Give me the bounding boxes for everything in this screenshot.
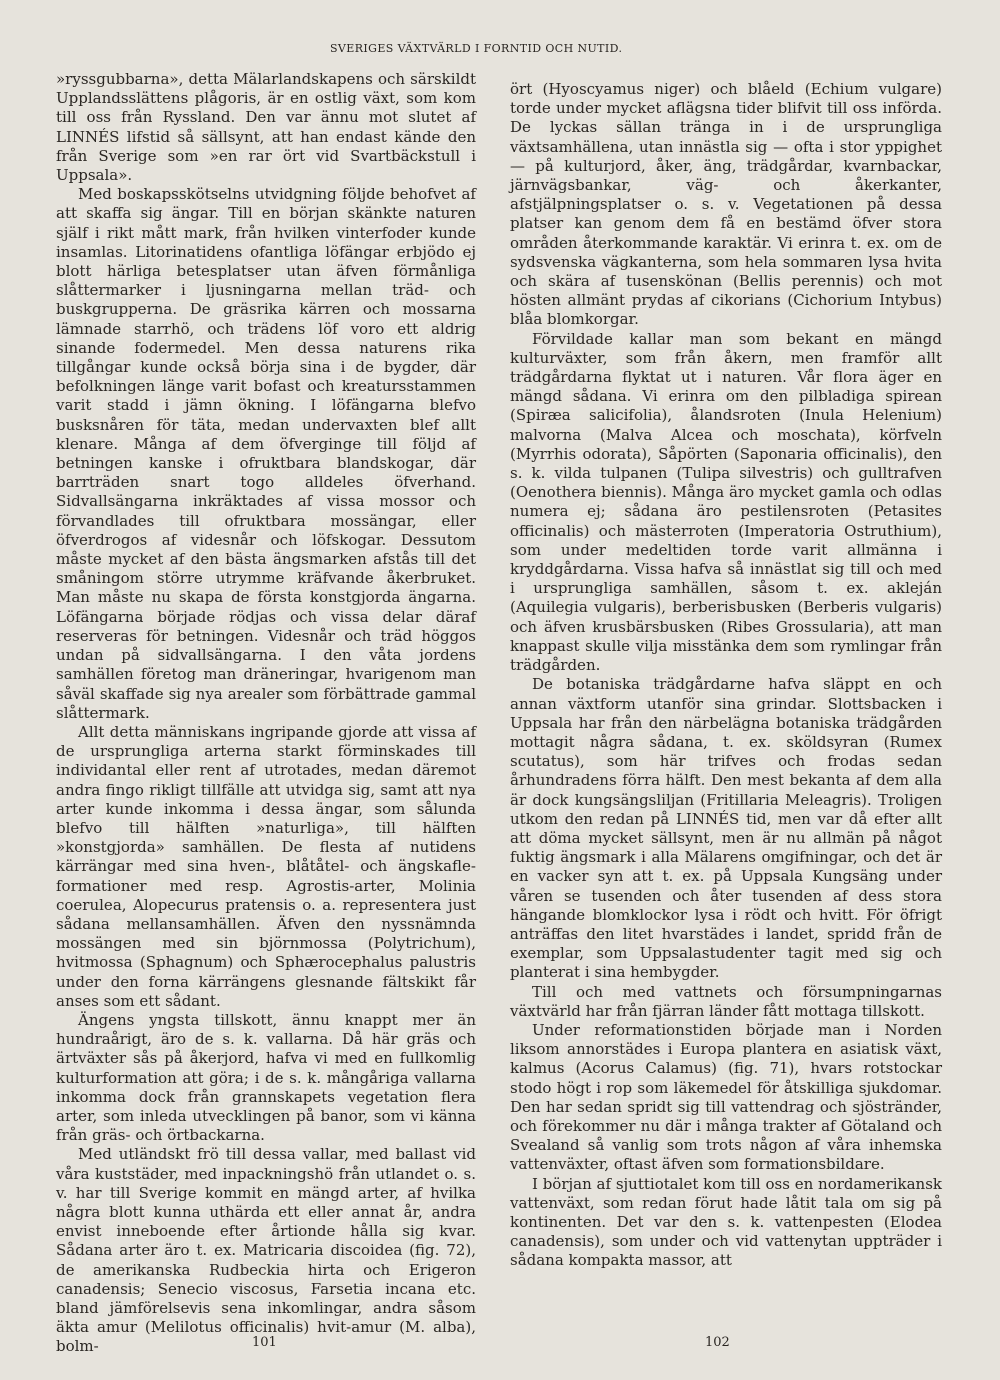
paragraph: ört (Hyoscyamus niger) och blåeld (Echium vulgare) torde under mycket aflägsna tider blifvit till oss införda. De lyckas sällan tränga in i de ursprungliga växtsamhällena, utan innästla sig — ofta i stor yppighet — på kulturjord, åker, äng, trädgårdar, kvarnbackar, järnvägsbankar, väg- och åkerkanter, afstjälpningsplatser o. s. v. Vegetationen på dessa platser kan genom dem få en bestämd öfver stora områden återkommande karaktär. Vi erinra t. ex. om de sydsvenska vägkanterna, som hela sommaren lysa hvita och skära af tusenskönan (Bellis perennis) och mot hösten allmänt prydas af cikorians (Cichorium Intybus) blåa blomkorgar.: [510, 80, 942, 329]
paragraph: »ryssgubbarna», detta Mälarlandskapens och särskildt Upplandsslättens plågoris, är en ostlig växt, som kom till oss från Ryssland. Den var ännu mot slutet af LINNÉS lifstid så sällsynt, att han endast kände den från Sverige som »en rar ört vid Svartbäckstull i Uppsala».: [56, 70, 476, 185]
paragraph: Med boskapsskötselns utvidgning följde behofvet af att skaffa sig ängar. Till en början skänkte naturen själf i rikt mått mark, från hvilken vinterfoder kunde insamlas. Litorinatidens ofantliga löfängar erbjödo ej blott härliga betesplatser utan äfven förmånliga slåttermarker i ljusningarna mellan träd- och buskgrupperna. De gräsrika kärren och mossarna lämnade starrhö, och trädens löf voro ett aldrig sinande fodermedel. Men dessa naturens rika tillgångar kunde också börja sina i de bygder, där befolkningen länge varit bofast och kreatursstammen varit stadd i jämn ökning. I löfängarna blefvo busksnåren för täta, medan undervaxten blef allt klenare. Många af dem öfverginge till följd af betningen kanske i ofruktbara blandskogar, där barrträden snart togo alldeles öfverhand. Sidvallsängarna inkräktades af vissa mossor och förvandlades till ofruktbara mossängar, eller öfverdrogos af videsnår och löfskogar. Dessutom måste mycket af den bästa ängsmarken afstås till det småningom större utrymme kräfvande åkerbruket. Man måste nu skapa de första konstgjorda ängarna. Löfängarna började rödjas och vissa delar däraf reserveras för betningen. Videsnår och träd höggos undan på sidvallsängarna. I den våta jordens samhällen företog man dräneringar, hvarigenom man såväl skaffade sig nya arealer som förbättrade gammal slåttermark.: [56, 185, 476, 722]
paragraph: Till och med vattnets och försumpningarnas växtvärld har från fjärran länder fått mottaga tillskott.: [510, 982, 942, 1020]
paragraph: Under reformationstiden började man i Norden liksom annorstädes i Europa plantera en asiatisk växt, kalmus (Acorus Calamus) (fig. 71), hvars rotstockar stodo högt i rop som läkemedel för åtskilliga sjukdomar. Den har sedan spridt sig till vattendrag och sjöstränder, och förekommer nu där i många trakter af Götaland och Svealand så vanlig som trots någon af våra inhemska vattenväxter, oftast äfven som formationsbildare.: [510, 1020, 942, 1174]
paragraph: I början af sjuttiotalet kom till oss en nordamerikansk vattenväxt, som redan förut hade låtit tala om sig på kontinenten. Det var den s. k. vattenpesten (Elodea canadensis), som under och vid vattenytan uppträder i sådana kompakta massor, att: [510, 1174, 942, 1270]
paragraph: Förvildade kallar man som bekant en mängd kulturväxter, som från åkern, men framför allt trädgårdarna flyktat ut i naturen. Vår flora äger en mängd sådana. Vi erinra om den pilbladiga spirean (Spiræa salicifolia), ålandsroten (Inula Helenium) malvorna (Malva Alcea och moschata), körfveln (Myrrhis odorata), Såpörten (Saponaria officinalis), den s. k. vilda tulpanen (Tulipa silvestris) och gulltrafven (Oenothera biennis). Många äro mycket gamla och odlas numera ej; sådana äro pestilensroten (Petasites officinalis) och mästerroten (Imperatoria Ostruthium), som under medeltiden torde varit allmänna i kryddgårdarna. Vissa hafva så innästlat sig till och med i ursprungliga samhällen, såsom t. ex. akleján (Aquilegia vulgaris), berberisbusken (Berberis vulgaris) och äfven krusbärsbusken (Ribes Grossularia), att man knappast skulle vilja misstänka dem som rymlingar från trädgården.: [510, 329, 942, 675]
paragraph: Ängens yngsta tillskott, ännu knappt mer än hundraårigt, äro de s. k. vallarna. Då här gräs och ärtväxter sås på åkerjord, hafva vi med en fullkomlig kulturformation att göra; i de s. k. mångåriga vallarna inkomma dock från grannskapets vegetation flera arter, som inleda utvecklingen på banor, som vi känna från gräs- och örtbackarna.: [56, 1010, 476, 1145]
paragraph: Med utländskt frö till dessa vallar, med ballast vid våra kuststäder, med inpackningshö från utlandet o. s. v. har till Sverige kommit en mängd arter, af hvilka några blott kunna uthärda ett eller annat år, andra envist inneboende efter årtionde hålla sig kvar. Sådana arter äro t. ex. Matricaria discoidea (fig. 72), de amerikanska Rudbeckia hirta och Erigeron canadensis; Senecio viscosus, Farsetia incana etc. bland jämförelsevis sena inkomlingar, andra såsom äkta amur (Melilotus officinalis) hvit-amur (M. alba), bolm-: [56, 1145, 476, 1356]
paragraph: De botaniska trädgårdarne hafva släppt en och annan växtform utanför sina grindar. Slottsbacken i Uppsala har från den närbelägna botaniska trädgården mottagit några sådana, t. ex. sköldsyran (Rumex scutatus), som här trifves och frodas sedan århundradens förra hälft. Den mest bekanta af dem alla är dock kungsängsliljan (Fritillaria Meleagris). Troligen utkom den redan på LINNÉS tid, men var då efter allt att döma mycket sällsynt, men är nu allmän på något fuktig ängsmark i alla Mälarens omgifningar, och det är en vacker syn att t. ex. på Uppsala Kungsäng under våren se tusenden och åter tusenden af dess stora hängande blomklockor lysa i rödt och hvitt. För öfrigt anträffas den litet hvarstädes i landet, spridd från de exemplar, som Uppsalastudenter tagit med sig och planterat i sina hembygder.: [510, 675, 942, 982]
page-number-left: 101: [252, 1335, 277, 1350]
paragraph: Allt detta människans ingripande gjorde att vissa af de ursprungliga arterna starkt förminskades till individantal eller rent af utrotades, medan däremot andra fingo rikligt tillfälle att utvidga sig, samt att nya arter kunde inkomma i dessa ängar, som sålunda blefvo till hälften »naturliga», till hälften »konstgjorda» samhällen. De flesta af nutidens kärrängar med sina hven-, blåtåtel- och ängskafle-formationer med resp. Agrostis-arter, Molinia coerulea, Alopecurus pratensis o. a. representera just sådana mellansamhällen. Äfven den nyssnämnda mossängen med sin björnmossa (Polytrichum), hvitmossa (Sphagnum) och Sphærocephalus palustris under den forna kärrängens glesnande fältskikt får anses som ett sådant.: [56, 722, 476, 1010]
running-header: SVERIGES VÄXTVÄRLD I FORNTID OCH NUTID.: [330, 42, 623, 55]
right-column: [510, 80, 942, 1271]
left-column: [56, 70, 476, 1357]
page-number-right: 102: [705, 1335, 730, 1350]
